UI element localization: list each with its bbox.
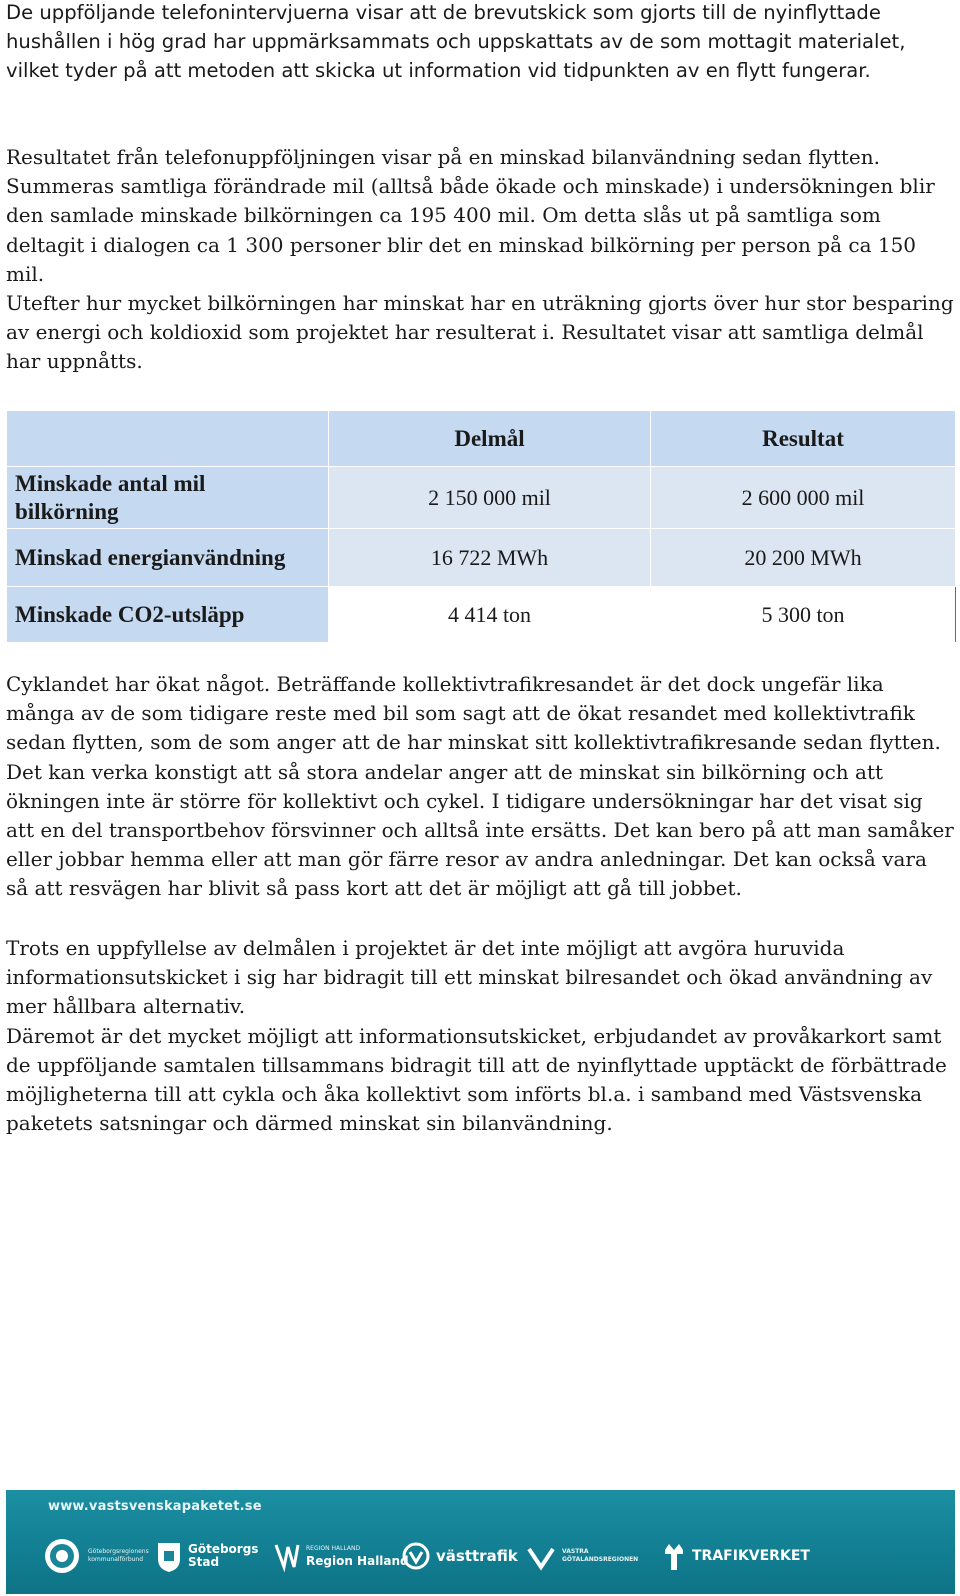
- logo-goteborg: [156, 1534, 258, 1578]
- header-delmal: Delmål: [329, 411, 651, 467]
- vgr-line2: GÖTALANDSREGIONEN: [562, 1556, 639, 1563]
- gr-logo-icon: [42, 1536, 82, 1576]
- vasttrafik-name: västtrafik: [436, 1546, 518, 1565]
- goal-mil: 2 150 000 mil: [329, 467, 651, 529]
- paragraph-intro: [6, 0, 954, 86]
- trafikverket-crown-icon: [662, 1540, 686, 1572]
- goal-co2: 4 414 ton: [329, 587, 651, 643]
- halland-name: Region Halland: [306, 1553, 409, 1568]
- logo-vgr: [526, 1534, 638, 1578]
- row-label-mil-line2: bilkörning: [15, 498, 119, 524]
- table-corner-cell: [7, 411, 329, 467]
- vgr-icon: [526, 1541, 556, 1571]
- table-row: [7, 587, 956, 643]
- paragraph-conclusion: [6, 934, 954, 1138]
- paragraph-results: [6, 143, 954, 377]
- gr-logo-text: Göteborgsregionens kommunalförbund: [88, 1548, 149, 1563]
- results-line-c: Utefter hur mycket bilkörningen har minskat har en uträkning gjorts över hur stor besparing av energi och koldioxid som projektet har resulterat i. Resultatet visar att samtliga delmål har uppnåtts.: [6, 291, 954, 374]
- table-row: [7, 529, 956, 587]
- results-table: [6, 410, 956, 643]
- row-label-mil: [7, 467, 329, 529]
- logo-region-halland: [272, 1534, 409, 1578]
- cycling-text: Cyklandet har ökat något. Beträffande kollektivtrafikresandet är det dock ungefär lika många av de som tidigare reste med bil som sagt att de ökat resandet med kollektivtrafik sedan flytten, som de som anger att de har minskat sitt kollektivtrafikresande sedan flytten. Det kan verka konstigt att så stora andelar anger att de minskat sin bilkörning och att ökningen inte är större för kollektivt och cykel. I tidigare undersökningar har det visat sig att en del transportbehov försvinner och alltså inte ersätts. Det kan bero på att man samåker eller jobbar hemma eller att man gör färre resor av andra anledningar. Det kan också vara så att resvägen har blivit så pass kort att det är möjligt att gå till jobbet.: [6, 672, 954, 901]
- vgr-line1: VÄSTRA: [562, 1548, 589, 1555]
- table-row: [7, 467, 956, 529]
- result-co2: 5 300 ton: [651, 587, 956, 643]
- intro-text: De uppföljande telefonintervjuerna visar att de brevutskick som gjorts till de nyinflyttade hushållen i hög grad har uppmärksammats och uppskattats av de som mottagit materialet, vilket tyder på att metoden att skicka ut information vid tidpunkten av en flytt fungerar.: [6, 1, 906, 83]
- logo-gr: [42, 1534, 149, 1578]
- halland-icon: [272, 1539, 300, 1573]
- row-label-mil-line1: Minskade antal mil: [15, 470, 206, 496]
- paragraph-cycling: [6, 670, 954, 904]
- table-header-row: [7, 411, 956, 467]
- trafikverket-name: TRAFIKVERKET: [692, 1547, 810, 1564]
- conclusion-line-b: Däremot är det mycket möjligt att informationsutskicket, erbjudandet av provåkarkort samt de uppföljande samtalen tillsammans bidragit till att de nyinflyttade upptäckt de förbättrade möjligheterna till att cykla och åka kollektivt som införts bl.a. i samband med Västsvenska paketets satsningar och därmed minskat sin bilanvändning.: [6, 1023, 947, 1136]
- row-label-co2: Minskade CO2-utsläpp: [7, 587, 329, 643]
- halland-sub: REGION HALLAND: [306, 1544, 361, 1552]
- row-label-energy: Minskad energianvändning: [7, 529, 329, 587]
- result-mil: 2 600 000 mil: [651, 467, 956, 529]
- result-energy: 20 200 MWh: [651, 529, 956, 587]
- footer-url[interactable]: www.vastsvenskapaketet.se: [48, 1499, 262, 1514]
- conclusion-line-a: Trots en uppfyllelse av delmålen i projektet är det inte möjligt att avgöra huruvida informationsutskicket i sig har bidragit till ett minskat bilresandet och ökad användning av mer hållbara alternativ.: [6, 936, 933, 1019]
- goteborg-crest-icon: [156, 1539, 182, 1573]
- goteborg-line1: Göteborgs: [188, 1542, 259, 1556]
- goal-energy: 16 722 MWh: [329, 529, 651, 587]
- logo-trafikverket: [662, 1534, 810, 1578]
- header-resultat: Resultat: [651, 411, 956, 467]
- results-line-a: Resultatet från telefonuppföljningen visar på en minskad bilanvändning sedan flytten.: [6, 145, 880, 169]
- goteborg-line2: Stad: [188, 1555, 220, 1569]
- logo-vasttrafik: [402, 1534, 518, 1578]
- results-line-b: Summeras samtliga förändrade mil (alltså både ökade och minskade) i undersökningen blir den samlade minskade bilkörningen ca 195 400 mil. Om detta slås ut på samtliga som deltagit i dialogen ca 1 300 personer blir det en minskad bilkörning per person på ca 150 mil.: [6, 174, 935, 286]
- vasttrafik-icon: [402, 1542, 430, 1570]
- footer-band: [6, 1490, 955, 1594]
